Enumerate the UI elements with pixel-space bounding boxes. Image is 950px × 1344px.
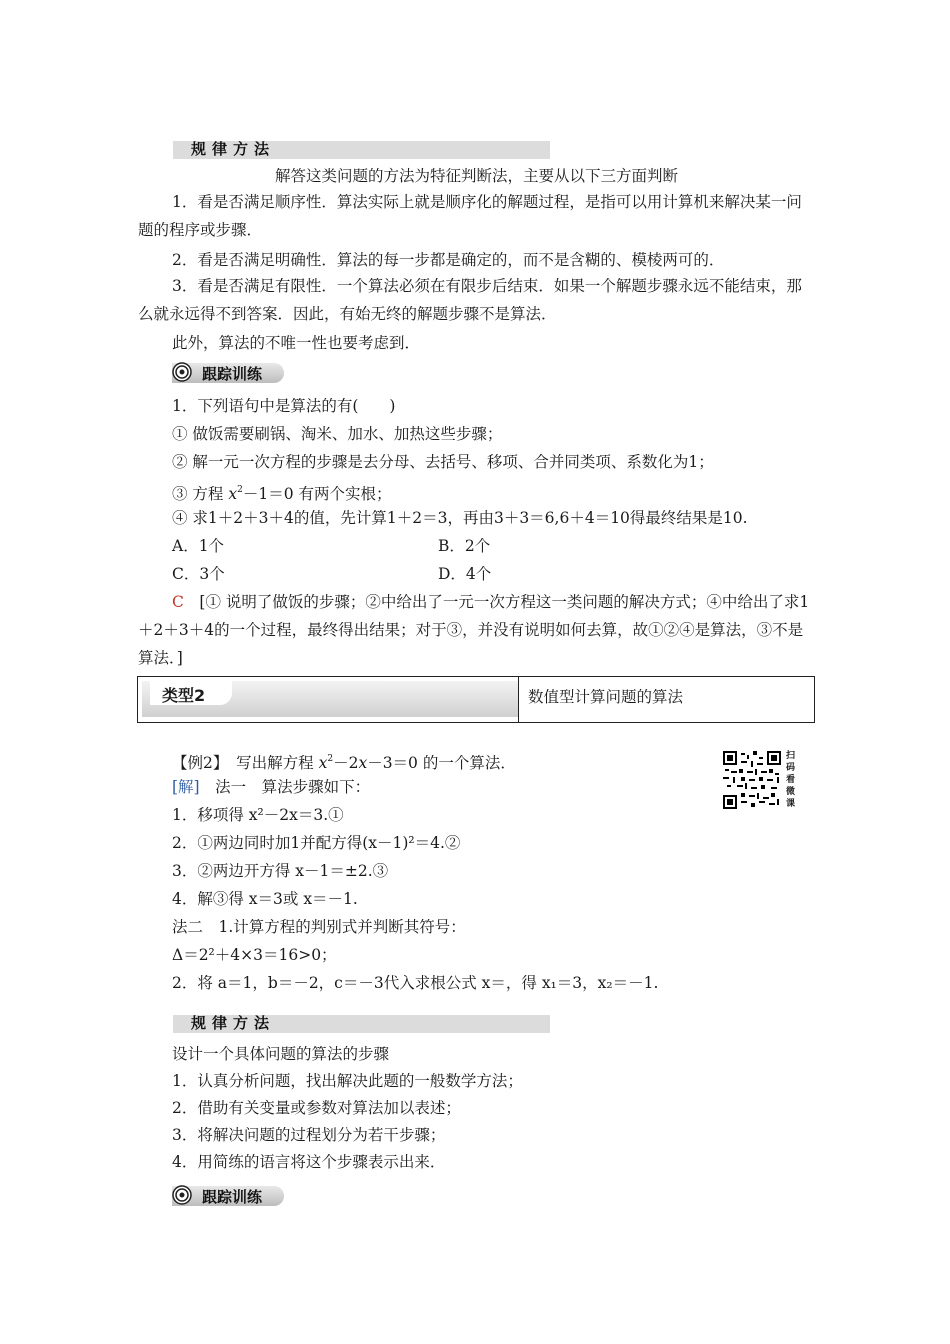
follow-banner-2 [172, 1186, 284, 1206]
section1-point1 [138, 188, 814, 244]
question-statement-3 [172, 480, 392, 504]
section1-point2: 2．看是否满足明确性．算法的每一步都是确定的，而不是含糊的、模棱两可的． [172, 251, 725, 269]
example2-text-post: －3＝0 的一个算法． [367, 754, 516, 772]
section2-point4: 4．用简练的语言将这个步骤表示出来． [172, 1153, 446, 1171]
solve-tag: [解] [172, 778, 200, 796]
method2-delta: Δ＝2²＋4×3＝16>0； [172, 946, 337, 964]
qr-code-icon[interactable] [723, 751, 781, 809]
section2-point2: 2．借助有关变量或参数对算法加以表述； [172, 1099, 461, 1117]
method1-step4: 4．解③得 x＝3或 x＝－1. [172, 890, 358, 908]
section1-point3 [138, 272, 814, 328]
type2-tab [150, 681, 232, 705]
example2-text-pre: 写出解方程 [236, 754, 319, 772]
answer-explanation [138, 588, 814, 672]
option-a: A．1个 [172, 537, 225, 555]
follow-banner-title: 跟踪训练 [202, 365, 263, 383]
question-statement-1: ① 做饭需要刷锅、淘米、加水、加热这些步骤； [172, 425, 503, 443]
section2-intro: 设计一个具体问题的算法的步骤 [172, 1045, 390, 1063]
follow-banner [172, 363, 284, 383]
method1-heading: 法一 算法步骤如下： [215, 778, 371, 796]
point1-text: 1．看是否满足顺序性．算法实际上就是顺序化的解题过程，是指可以用计算机来解决某一问题的程序或步骤． [138, 193, 802, 239]
method-banner-2 [173, 1015, 550, 1033]
section2-point3: 3．将解决问题的过程划分为若干步骤； [172, 1126, 446, 1144]
option-b: B．2个 [438, 537, 491, 555]
section2-point1: 1．认真分析问题，找出解决此题的一般数学方法； [172, 1072, 523, 1090]
target-icon [172, 1185, 192, 1205]
question-stem: 1．下列语句中是算法的有( ) [172, 397, 396, 415]
method1-step1: 1．移项得 x²－2x＝3.① [172, 806, 344, 824]
s3-exponent: 2 [237, 485, 243, 495]
s3-suffix: －1＝0 有两个实根； [242, 485, 392, 503]
qr-caption: 扫码看微课 [786, 751, 796, 809]
type2-box [137, 676, 815, 723]
follow-banner-2-title: 跟踪训练 [202, 1188, 263, 1206]
section1-note: 此外，算法的不唯一性也要考虑到． [172, 334, 421, 352]
answer-text: [① 说明了做饭的步骤；②中给出了一元一次方程这一类问题的解决方式；④中给出了求1＋2＋3＋4的一个过程，最终得出结果；对于③，并没有说明如何去算，故①②④是算法，③不是算法．] [138, 593, 810, 667]
answer-letter: C [172, 593, 184, 611]
method1-step3: 3．②两边开方得 x－1＝±2.③ [172, 862, 389, 880]
method-banner-2-title: 规律方法 [191, 1014, 276, 1032]
section1-intro: 解答这类问题的方法为特征判断法，主要从以下三方面判断 [275, 167, 679, 185]
example2-line: 【例2】 写出解方程 $x^2-2x-3=0$ 的一个算法． [172, 754, 516, 772]
method-banner [173, 141, 550, 159]
point3-text: 3．看是否满足有限性．一个算法必须在有限步后结束．如果一个解题步骤永远不能结束，那么就永远得不到答案．因此，有始无终的解题步骤不是算法． [138, 277, 802, 323]
type2-divider [518, 677, 519, 722]
target-icon [172, 362, 192, 382]
solve-line [172, 777, 370, 797]
option-c: C．3个 [172, 565, 225, 583]
example2-tag: 【例2】 [172, 754, 221, 772]
type2-title: 数值型计算问题的算法 [528, 688, 684, 706]
s3-variable: x [228, 485, 238, 503]
type2-label: 类型2 [162, 686, 206, 705]
s3-prefix: ③ 方程 [172, 485, 229, 503]
method-banner-title: 规律方法 [191, 140, 276, 158]
method2-heading: 法二 1.计算方程的判别式并判断其符号： [172, 918, 466, 936]
question-statement-4: ④ 求1＋2＋3＋4的值，先计算1＋2＝3，再由3＋3＝6,6＋4＝10得最终结果是10. [172, 509, 748, 527]
method1-step2: 2．①两边同时加1并配方得(x－1)²＝4.② [172, 834, 461, 852]
method2-step2: 2．将 a＝1，b＝－2，c＝－3代入求根公式 x＝，得 x₁＝3，x₂＝－1. [172, 974, 659, 992]
type2-label-area [142, 681, 518, 717]
question-statement-2: ② 解一元一次方程的步骤是去分母、去括号、移项、合并同类项、系数化为1； [172, 453, 714, 471]
option-d: D．4个 [438, 565, 492, 583]
